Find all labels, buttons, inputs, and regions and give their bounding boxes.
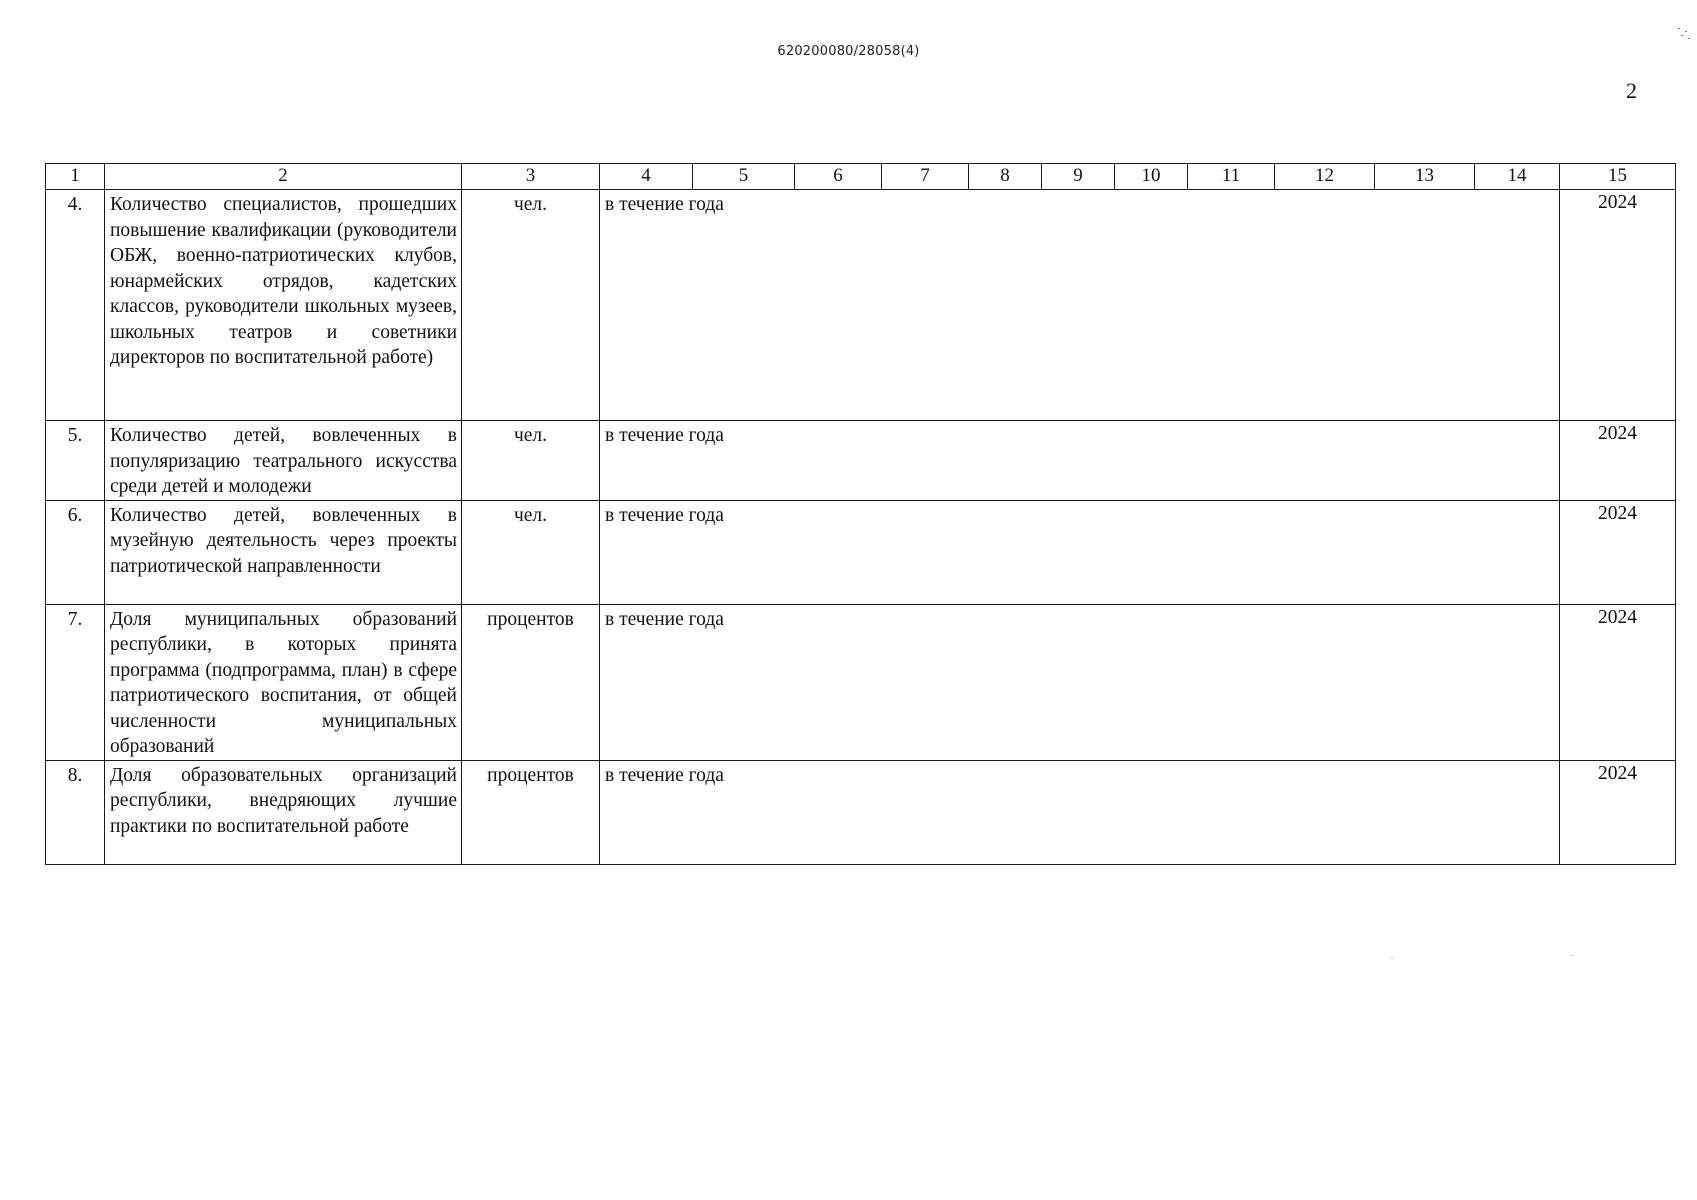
period: в течение года: [600, 604, 1560, 760]
row-number: 8.: [46, 760, 105, 864]
indicators-table: [45, 163, 1676, 865]
period: в течение года: [600, 421, 1560, 501]
table-row: [46, 604, 1676, 760]
column-header: 7: [882, 164, 969, 190]
indicator-name: Доля образовательных организаций республики, внедряющих лучшие практики по воспитательной работе: [105, 760, 462, 864]
row-number: 5.: [46, 421, 105, 501]
scan-artifact: [1570, 955, 1573, 956]
column-header: 14: [1475, 164, 1560, 190]
scan-artifact: [1676, 26, 1692, 40]
column-header: 6: [795, 164, 882, 190]
column-header: 15: [1560, 164, 1676, 190]
unit-of-measure: процентов: [462, 604, 600, 760]
period: в течение года: [600, 500, 1560, 604]
unit-of-measure: чел.: [462, 421, 600, 501]
table-row: [46, 500, 1676, 604]
row-number: 6.: [46, 500, 105, 604]
unit-of-measure: процентов: [462, 760, 600, 864]
row-number: 4.: [46, 190, 105, 421]
scan-artifact: [1390, 957, 1393, 958]
column-header: 10: [1115, 164, 1188, 190]
table-row: [46, 760, 1676, 864]
column-header: 12: [1275, 164, 1375, 190]
column-header: 2: [105, 164, 462, 190]
indicator-name: Количество детей, вовлеченных в музейную деятельность через проекты патриотической направленности: [105, 500, 462, 604]
indicator-name: Доля муниципальных образований республики, в которых принята программа (подпрограмма, план) в сфере патриотического воспитания, от общей численности муниципальных образований: [105, 604, 462, 760]
indicator-name: Количество специалистов, прошедших повышение квалификации (руководители ОБЖ, военно-патриотических клубов, юнармейских отрядов, кадетских классов, руководители школьных музеев, школьных театров и советники директоров по воспитательной работе): [105, 190, 462, 421]
year: 2024: [1560, 604, 1676, 760]
page-number: 2: [1626, 78, 1637, 103]
document-code: 620200080/28058(4): [777, 44, 920, 59]
column-header: 3: [462, 164, 600, 190]
column-header: 1: [46, 164, 105, 190]
unit-of-measure: чел.: [462, 500, 600, 604]
period: в течение года: [600, 190, 1560, 421]
column-number-header-row: [46, 164, 1676, 190]
year: 2024: [1560, 500, 1676, 604]
year: 2024: [1560, 190, 1676, 421]
row-number: 7.: [46, 604, 105, 760]
column-header: 5: [693, 164, 795, 190]
period: в течение года: [600, 760, 1560, 864]
column-header: 13: [1375, 164, 1475, 190]
year: 2024: [1560, 421, 1676, 501]
table-row: [46, 190, 1676, 421]
column-header: 8: [969, 164, 1042, 190]
table-row: [46, 421, 1676, 501]
column-header: 9: [1042, 164, 1115, 190]
indicator-name: Количество детей, вовлеченных в популяризацию театрального искусства среди детей и молодежи: [105, 421, 462, 501]
column-header: 4: [600, 164, 693, 190]
unit-of-measure: чел.: [462, 190, 600, 421]
year: 2024: [1560, 760, 1676, 864]
column-header: 11: [1188, 164, 1275, 190]
